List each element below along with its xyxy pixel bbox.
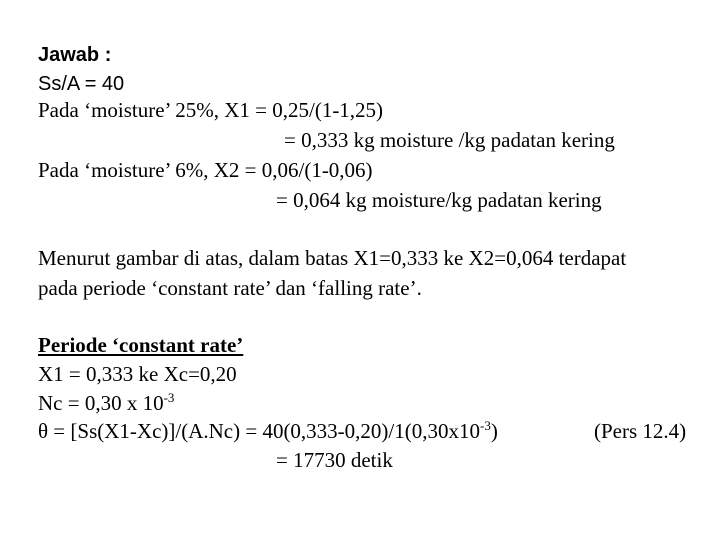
xc-line: X1 = 0,333 ke Xc=0,20: [38, 362, 237, 386]
heading: Jawab :: [38, 44, 112, 66]
theta-exponent: -3: [480, 418, 491, 433]
theta-close: ): [490, 419, 498, 443]
paragraph-line-2: pada periode ‘constant rate’ dan ‘falling rate’.: [38, 276, 422, 300]
theta-text: θ = [Ss(X1-Xc)]/(A.Nc) = 40(0,333-0,20)/1(0,30x10: [38, 419, 480, 443]
nc-text: Nc = 0,30 x 10: [38, 391, 164, 415]
section-title: Periode ‘constant rate’: [38, 333, 244, 357]
nc-exponent: -3: [163, 390, 175, 405]
x1-result: = 0,333 kg moisture /kg padatan kering: [284, 128, 615, 152]
paragraph-line-1: Menurut gambar di atas, dalam batas X1=0,333 ke X2=0,064 terdapat: [38, 246, 627, 270]
theta-line: [38, 419, 498, 443]
x2-line: Pada ‘moisture’ 6%, X2 = 0,06/(1-0,06): [38, 158, 373, 182]
equation-reference: (Pers 12.4): [594, 419, 687, 443]
x2-result: = 0,064 kg moisture/kg padatan kering: [276, 188, 602, 212]
ss-a-line: Ss/A = 40: [38, 73, 125, 95]
x1-line: Pada ‘moisture’ 25%, X1 = 0,25/(1-1,25): [38, 98, 384, 122]
theta-result: = 17730 detik: [276, 448, 393, 472]
nc-line: [38, 391, 174, 415]
